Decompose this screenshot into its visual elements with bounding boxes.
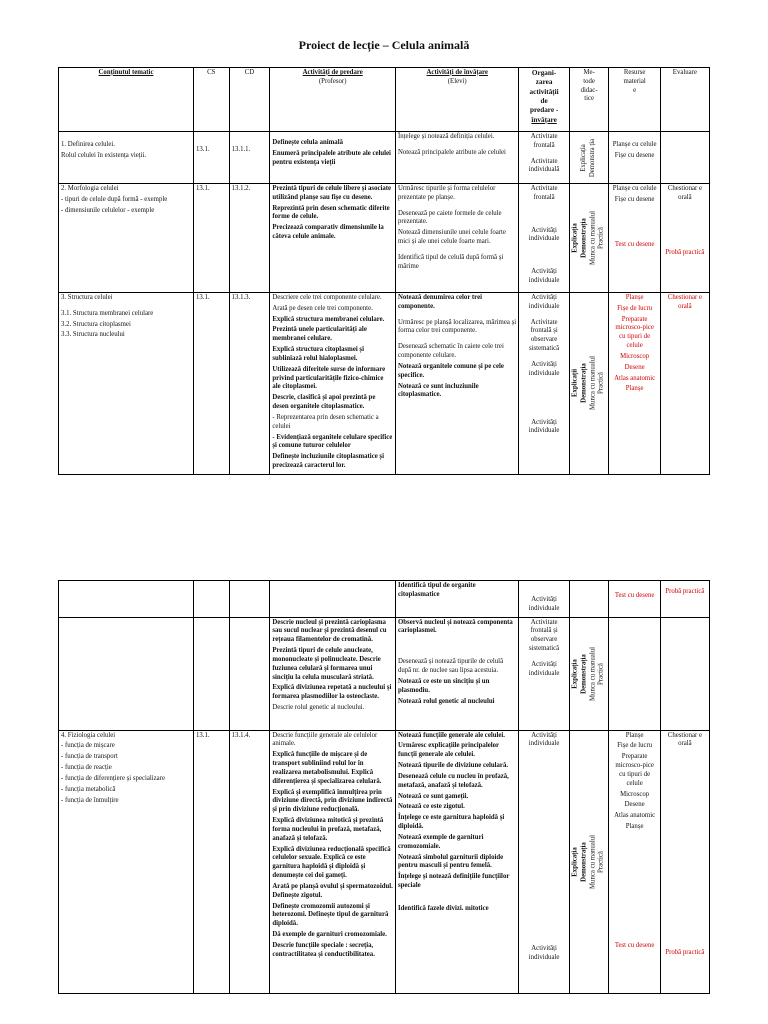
student-cell: Identifică tipul de organite citoplasmatice [395,581,519,618]
cd-cell [229,581,270,618]
resources-cell [609,617,660,730]
organization-cell: Activitate frontală Activitate individuală [519,132,569,184]
lesson-plan-table [58,67,710,475]
header-evaluation: Evaluare [660,68,709,132]
methods-cell [569,581,609,618]
methods-cell: Explicații Demonstrația Munca cu manualul Practică [569,293,609,475]
lesson-plan-table-continued [58,580,710,994]
resources-cell: Planșe Fișe de lucru Preparate microsco-pice cu tipuri de celule Microscop Desene Atlas anatomic Planșe [609,293,660,475]
cs-cell: 13.1. [194,730,230,993]
teacher-cell: Prezintă tipuri de celule libere și asociate utilizând planșe sau fișe cu desene. Reprezintă prin desen schematic diferite forme de celule. Precizează comparativ dimensiunile la câteva celule animale. [270,184,396,293]
student-cell: Notează funcțiile generale ale celulei. Urmăresc explicațiile principalelor funcții generale ale celulei. Notează tipurile de diviziune celulară. Desenează celule cu nucleu în profază, metafază, anafază și telofază. Notează ce sunt gameții. Notează ce este zigotul. Înțelege ce este garnitura haploidă și diploidă. Notează exemple de garnituri cromozomiale. Notează simbolul garniturii diploide pentru masculi și pentru femelă. Înțelege și notează definițiile funcțiilor speciale Identifică fazele divizi. mitotice [395,730,519,993]
header-student-activities: Activități de învățare (Elevi) [395,68,519,132]
cs-cell [194,581,230,618]
table-row [59,184,710,293]
content-cell: 3. Structura celulei 3.1. Structura membranei celulare 3.2. Structura citoplasmei 3.3. Structura nucleului [59,293,194,475]
student-cell: Observă nucleul și notează componenta carioplasmei. Desenează și notează tipurile de celulă după nr. de nuclee sau lipsa acestuia. Notează ce este un sincițiu și un plasmodiu. Notează rolul genetic al nucleului [395,617,519,730]
header-content: Conținutul tematic [59,68,194,132]
methods-cell: Explicația Demonstrația Munca cu manualul Practică [569,184,609,293]
table-row [59,730,710,993]
header-cs: CS [194,68,230,132]
methods-cell: Explicația Demonstrația Munca cu manualul Practică [569,617,609,730]
teacher-cell: Descrie nucleul și prezintă carioplasma sau sucul nuclear și prezintă desenul cu rețeaua filamentelor de cromatină. Prezintă tipuri de celule anucleate, mononucleate și polinucleate. Descrie fuziunea celulară și formarea unui sincițiu la celula musculară striată. Explică diviziunea repetată a nucleului și formarea plasmodiilor la osteoclaste. Descrie rolul genetic al nucleului. [270,617,396,730]
teacher-cell: Descriere cele trei componente celulare. Arată pe desen cele trei componente. Explică structura membranei celulare. Prezintă unele particularități ale membranei celulare. Explică structura citoplasmei și subliniază rolul hialoplasmei. Utilizează diferitele surse de informare privind particularitățile fizico-chimice ale citoplasmei. Descrie, clasifică și apoi prezintă pe desen organitele citoplasmatice. - Reprezentarea prin desen schematic a celulei - Evidențiază organitele celulare specifice și comune tuturor celulelor Definește incluziunile citoplasmatice și precizează caracterul lor. [270,293,396,475]
table-row [59,132,710,184]
content-cell [59,617,194,730]
table-row [59,617,710,730]
evaluation-cell: Chestionar e orală [660,293,709,475]
organization-cell: Activități individuale [519,581,569,618]
teacher-cell: Definește celula animală Enumeră principalele atribute ale celulei pentru existența vieții [270,132,396,184]
cs-cell: 13.1. [194,293,230,475]
cs-cell: 13.1. [194,184,230,293]
content-cell: 2. Morfologia celulei - tipuri de celule după formă - exemple - dimensiunile celulelor - exemple [59,184,194,293]
cs-cell: 13.1. [194,132,230,184]
methods-cell: Explicația Demonstrația Munca cu manualul Practică [569,730,609,993]
teacher-cell [270,581,396,618]
cd-cell: 13.1.4. [229,730,270,993]
teacher-cell: Descrie funcțiile generale ale celulelor animale. Explică funcțiile de mișcare și de transport subliniind rolul lor în realizarea metabolismului. Explică diferențierea și specializarea celulară. Explică și exemplifică înmulțirea prin diviziune directă, prin diviziune indirectă și prin diviziune reducțională. Explică diviziunea mitotică și prezintă forma nucleului în profază, metafază, anafază și telofază. Explică diviziunea reducțională specifică celulelor sexuale. Explică ce este garnitura haploidă și diploidă și denumește cei doi gameți. Arată pe planșă ovulul și spermatozoidul. Definește zigotul. Definește cromozomii autozomi și heterozomi. Definește tipul de garnitură diploidă. Dă exemple de garnituri cromozomiale. Descrie funcțiile speciale : secreția, contractilitatea și conductibilitatea. [270,730,396,993]
content-cell: 4. Fiziologia celulei - funcția de mișcare - funcția de transport - funcția de reacție - funcția de diferențiere și specializare - funcția metabolică - funcția de înmulțire [59,730,194,993]
organization-cell: Activitate frontală Activități individuale Activități individuale [519,184,569,293]
evaluation-cell [660,132,709,184]
header-organization: Organi- zarea activității de predare - învățare [519,68,569,132]
header-teacher-activities: Activități de predare (Profesor) [270,68,396,132]
organization-cell: Activitate frontală și observare sistematică Activități individuale [519,617,569,730]
cd-cell: 13.1.1. [229,132,270,184]
header-resources: Resurse material e [609,68,660,132]
header-cd: CD [229,68,270,132]
cd-cell: 13.1.2. [229,184,270,293]
content-cell: 1. Definirea celulei. Rolul celulei în existența vieții. [59,132,194,184]
resources-cell: Test cu desene [609,581,660,618]
content-cell [59,581,194,618]
resources-cell: Planșe cu celule Fișe cu desene Test cu desene [609,184,660,293]
organization-cell: Activități individuale Activități individuale [519,730,569,993]
student-cell: Înțelege și notează definiția celulei. Notează principalele atribute ale celulei [395,132,519,184]
evaluation-cell [660,617,709,730]
resources-cell: Planșe cu celule Fișe cu desene [609,132,660,184]
table-row [59,293,710,475]
table-header-row [59,68,710,132]
cs-cell [194,617,230,730]
cd-cell [229,617,270,730]
organization-cell: Activități individuale Activitate frontală și observare sistematică Activități individuale Activități individuale [519,293,569,475]
resources-cell: Planșe Fișe de lucru Preparate microsco-pice cu tipuri de celule Microscop Desene Atlas anatomic Planșe Test cu desene [609,730,660,993]
student-cell: Urmăresc tipurile și forma celulelor prezentate pe planșe. Desenează pe caiete formele de celule prezentate. Notează dimensiunile unei celule foarte mici și ale unei celule foarte mari. Identifică tipul de celulă după formă și mărime [395,184,519,293]
student-cell: Notează denumirea celor trei componente. Urmăresc pe planșă localizarea, mărimea și forma celor trei componente. Desenează schematic în caiete cele trei componente celulare. Notează organitele comune și pe cele specifice. Notează ce sunt incluziunile citoplasmatice. [395,293,519,475]
methods-cell: Explicația Demonstra ția [569,132,609,184]
evaluation-cell: Probă practică [660,581,709,618]
page-title: Proiect de lecție – Celula animală [298,38,470,52]
header-methods: Me- tode didac- tice [569,68,609,132]
evaluation-cell: Chestionar e orală Probă practică [660,184,709,293]
table-row [59,581,710,618]
cd-cell: 13.1.3. [229,293,270,475]
evaluation-cell: Chestionar e orală Probă practică [660,730,709,993]
